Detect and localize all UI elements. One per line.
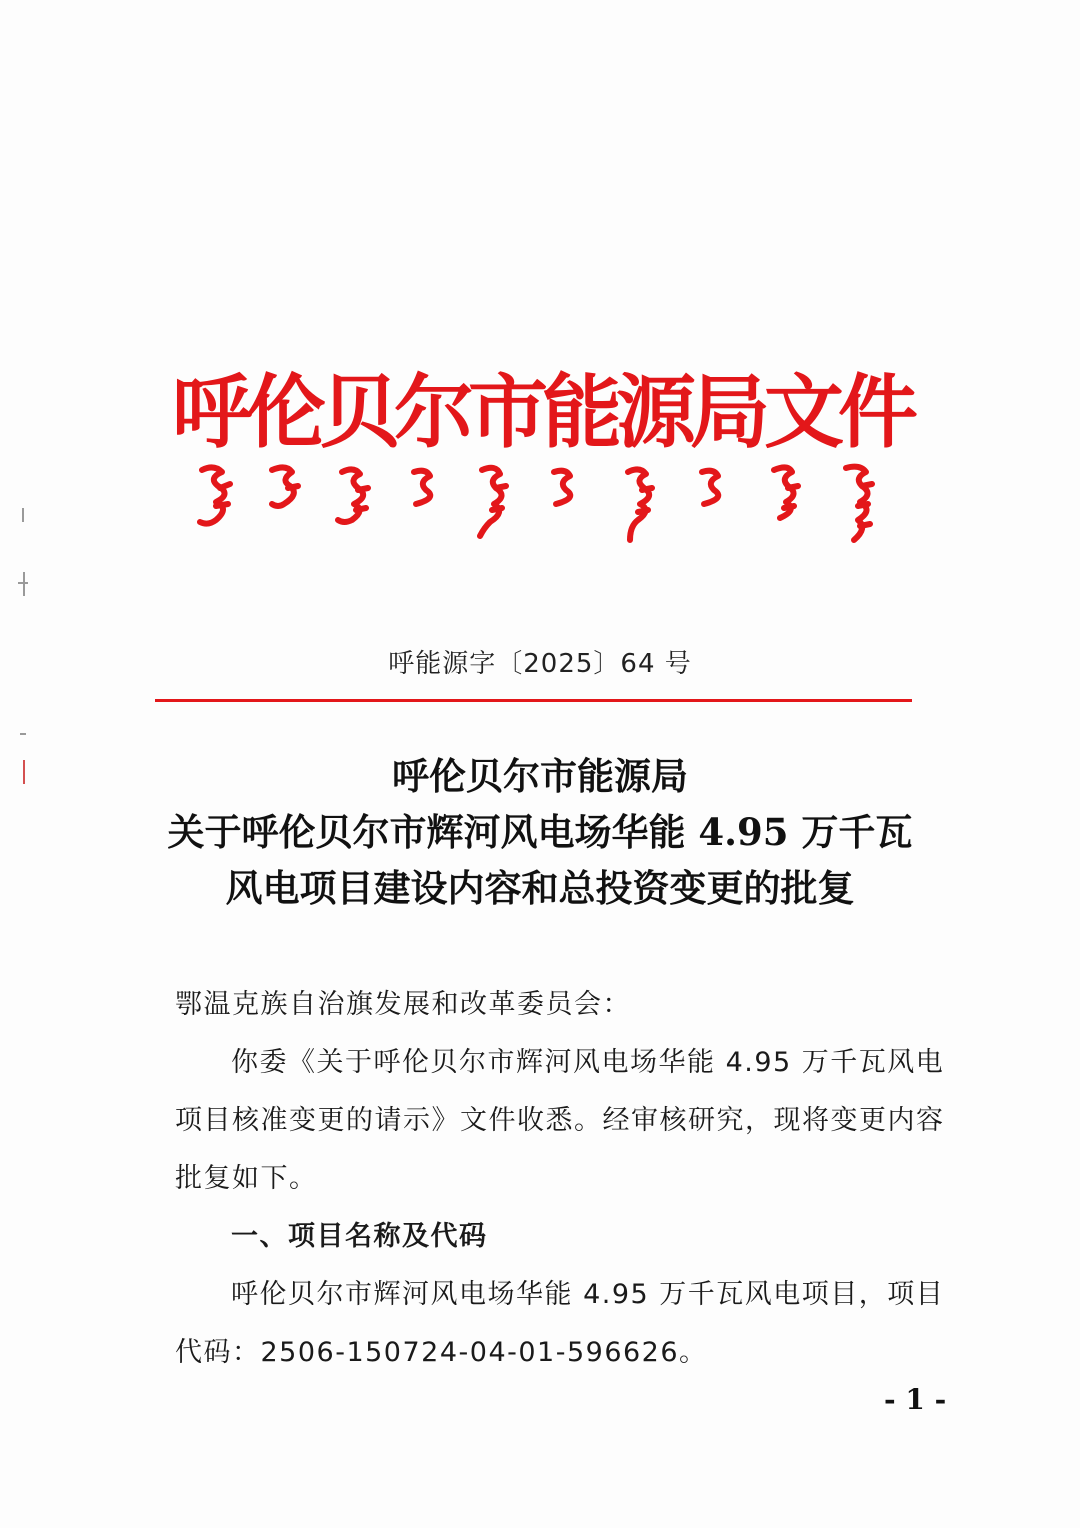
scan-mark xyxy=(23,760,25,784)
document-body xyxy=(175,976,945,1382)
mongolian-script-header xyxy=(190,458,890,554)
subject-line-2: 关于呼伦贝尔市辉河风电场华能 4.95 万千瓦 xyxy=(167,810,913,854)
page-number: - 1 - xyxy=(884,1383,947,1416)
subject-line-3: 风电项目建设内容和总投资变更的批复 xyxy=(225,866,855,910)
mongolian-script-graphic xyxy=(190,458,890,554)
subject-line-1: 呼伦贝尔市能源局 xyxy=(392,754,688,798)
document-number: 呼能源字〔2025〕64 号 xyxy=(388,649,692,679)
red-divider-line xyxy=(155,699,912,702)
scan-mark xyxy=(23,572,25,596)
scan-mark xyxy=(20,733,26,735)
scan-mark xyxy=(22,508,24,522)
section-heading-1: 一、项目名称及代码 xyxy=(231,1221,488,1252)
body-paragraph-2: 呼伦贝尔市辉河风电场华能 4.95 万千瓦风电项目，项目代码：2506-150724-04-01-596626。 xyxy=(175,1279,945,1368)
addressee: 鄂温克族自治旗发展和改革委员会： xyxy=(175,989,631,1020)
document-subject xyxy=(100,748,980,916)
body-paragraph-1: 你委《关于呼伦贝尔市辉河风电场华能 4.95 万千瓦风电项目核准变更的请示》文件收悉。经审核研究，现将变更内容批复如下。 xyxy=(175,1047,945,1194)
agency-header-title: 呼伦贝尔市能源局文件 xyxy=(172,365,912,459)
